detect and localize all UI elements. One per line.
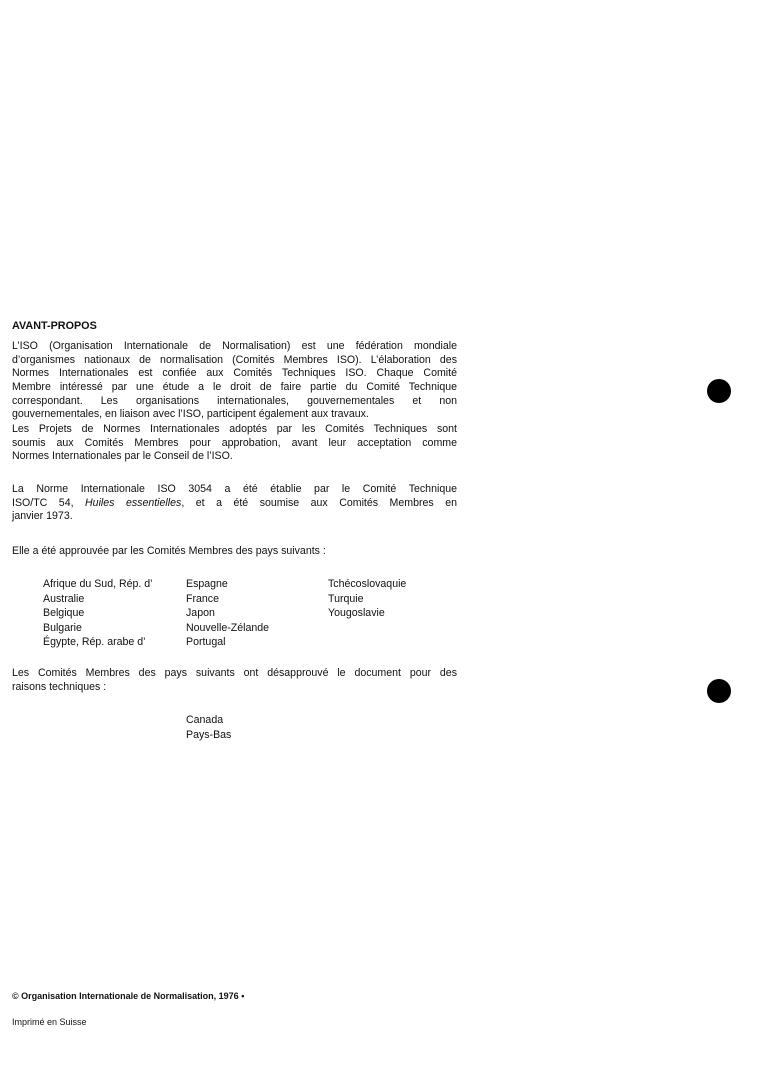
text-segment: , et a été soumise aux Comités Membres en	[181, 496, 457, 509]
text-segment: ISO/TC 54,	[12, 496, 86, 509]
country: Japon	[186, 607, 215, 619]
paragraph-projects	[12, 423, 457, 464]
approved-list-col2	[186, 577, 269, 650]
country: Espagne	[186, 578, 228, 590]
text-line	[12, 497, 457, 511]
approved-list-col3	[328, 577, 406, 621]
country: Afrique du Sud, Rép. d’	[43, 578, 153, 590]
country: Australie	[43, 592, 85, 605]
country: Turquie	[328, 592, 364, 605]
country: Belgique	[43, 607, 85, 619]
text-line: janvier 1973.	[12, 510, 73, 523]
text-line: gouvernementales, en liaison avec l’ISO, participent également aux travaux.	[12, 408, 369, 421]
punch-hole	[707, 379, 731, 403]
text-line: d’organismes nationaux de normalisation (Comités Membres ISO). L’élaboration des	[12, 353, 457, 366]
paragraph-standard	[12, 483, 457, 524]
country: Canada	[186, 714, 224, 726]
country: Nouvelle-Zélande	[186, 621, 270, 634]
disapproved-intro	[12, 667, 457, 694]
punch-hole	[707, 679, 731, 703]
country: Pays-Bas	[186, 728, 232, 741]
text-line: Normes Internationales par le Conseil de l’ISO.	[12, 450, 233, 463]
country: Yougoslavie	[328, 607, 385, 619]
approved-list-col1	[43, 577, 153, 650]
text-line: Les Comités Membres des pays suivants ont désapprouvé le document pour des	[12, 667, 457, 679]
country: Bulgarie	[43, 621, 82, 634]
printed-in: Imprimé en Suisse	[12, 1017, 87, 1027]
text-line: correspondant. Les organisations internationales, gouvernementales et non	[12, 394, 457, 407]
copyright: © Organisation Internationale de Normalisation, 1976 •	[12, 991, 245, 1001]
paragraph-iso-intro	[12, 340, 457, 422]
committee-title: Huiles essentielles	[85, 496, 182, 509]
heading: AVANT-PROPOS	[12, 320, 97, 332]
text-line: Normes Internationales est confiée aux Comités Techniques ISO. Chaque Comité	[12, 367, 457, 380]
text-line: Les Projets de Normes Internationales adoptés par les Comités Techniques sont	[12, 423, 457, 435]
disapproved-list	[186, 713, 231, 742]
text-line: La Norme Internationale ISO 3054 a été établie par le Comité Technique	[12, 483, 457, 495]
country: Tchécoslovaquie	[328, 578, 407, 590]
text-line: soumis aux Comités Membres pour approbation, avant leur acceptation comme	[12, 436, 457, 449]
country: Portugal	[186, 636, 226, 648]
country: Égypte, Rép. arabe d’	[43, 636, 146, 648]
text-line: L’ISO (Organisation Internationale de Normalisation) est une fédération mondiale	[12, 340, 457, 352]
country: France	[186, 592, 219, 605]
text-line: Membre intéressé par une étude a le droit de faire partie du Comité Technique	[12, 381, 457, 394]
approved-intro: Elle a été approuvée par les Comités Membres des pays suivants :	[12, 545, 326, 557]
text-line: raisons techniques :	[12, 680, 107, 693]
